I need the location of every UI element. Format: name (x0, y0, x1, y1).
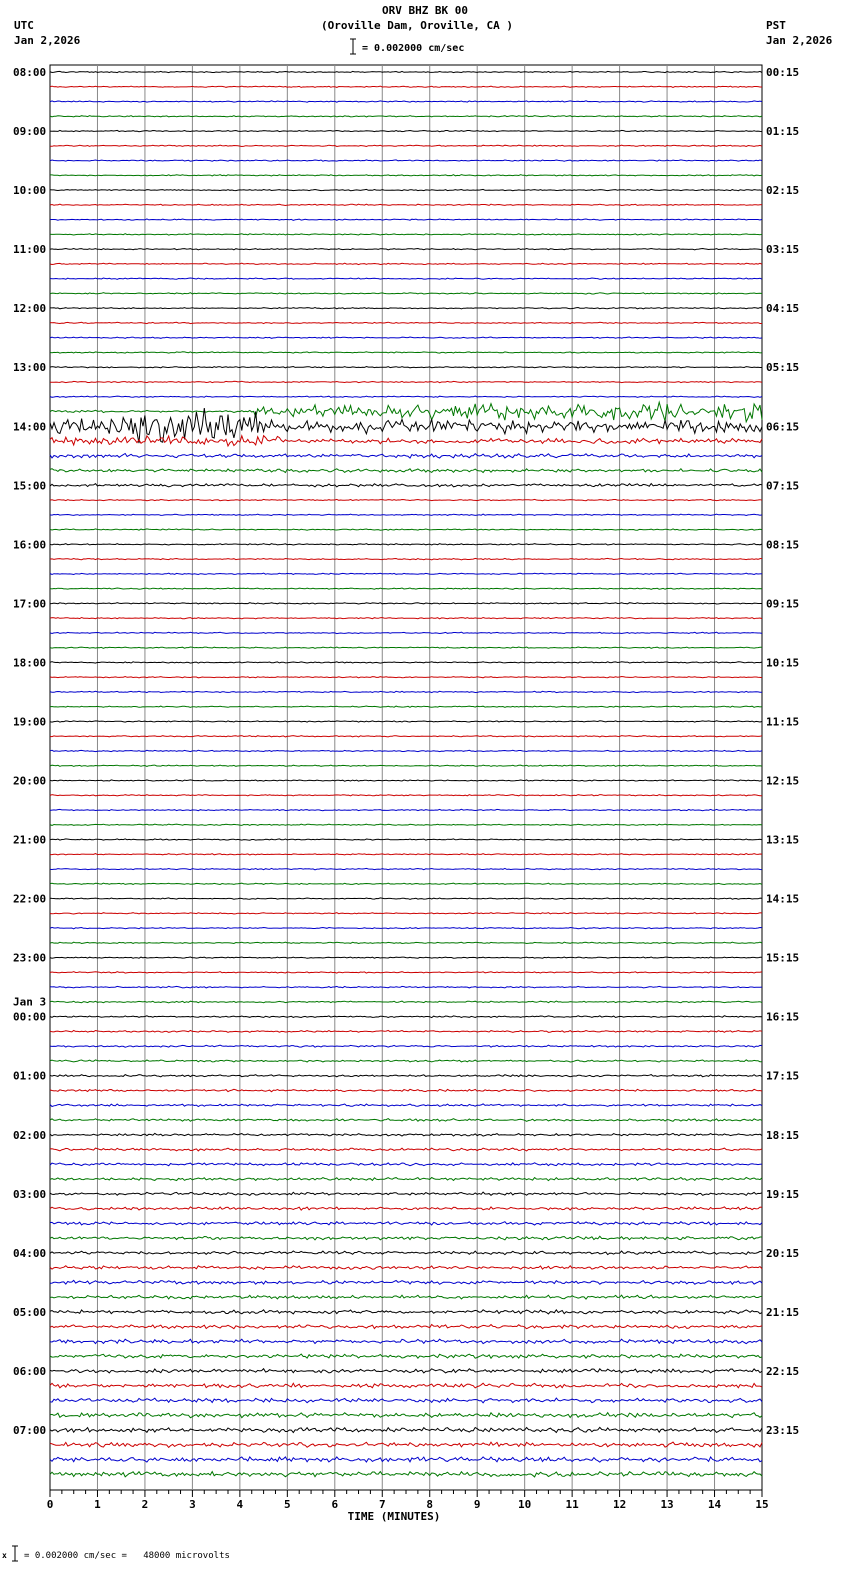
scale-header-text: = 0.002000 cm/sec (362, 43, 465, 54)
pst-hour-label: 21:15 (766, 1305, 800, 1319)
trace-75 (50, 1178, 762, 1181)
trace-91 (50, 1413, 762, 1418)
trace-30 (50, 514, 762, 515)
trace-46 (50, 750, 762, 751)
pst-hour-label: 18:15 (766, 1128, 800, 1142)
utc-hour-label: 05:00 (13, 1305, 47, 1319)
x-tick-label: 13 (660, 1498, 674, 1511)
pst-hour-label: 22:15 (766, 1364, 800, 1378)
trace-95 (50, 1472, 762, 1477)
trace-82 (50, 1280, 762, 1284)
utc-hour-label: 23:00 (13, 951, 47, 965)
trace-94 (50, 1457, 762, 1462)
trace-83 (50, 1295, 762, 1299)
utc-hour-label: 18:00 (13, 656, 47, 670)
trace-17 (50, 322, 762, 323)
trace-3 (50, 116, 762, 117)
trace-28 (50, 484, 762, 487)
trace-38 (50, 632, 762, 633)
utc-hour-label: 13:00 (13, 361, 47, 375)
x-tick-label: 3 (189, 1498, 196, 1511)
pst-hour-label: 00:15 (766, 66, 800, 79)
trace-39 (50, 647, 762, 648)
trace-57 (50, 913, 762, 914)
trace-73 (50, 1148, 762, 1151)
pst-hour-label: 14:15 (766, 892, 800, 906)
trace-61 (50, 972, 762, 973)
trace-37 (50, 618, 762, 619)
trace-74 (50, 1163, 762, 1166)
trace-34 (50, 573, 762, 574)
trace-15 (50, 293, 762, 294)
trace-26 (50, 454, 762, 459)
trace-93 (50, 1442, 762, 1447)
trace-20 (50, 367, 762, 368)
trace-6 (50, 160, 762, 161)
trace-84 (50, 1310, 762, 1314)
pst-hour-label: 04:15 (766, 302, 800, 316)
trace-54 (50, 868, 762, 869)
utc-hour-label: 02:00 (13, 1128, 47, 1142)
trace-66 (50, 1045, 762, 1047)
trace-50 (50, 809, 762, 810)
x-tick-label: 8 (426, 1498, 434, 1511)
pst-hour-label: 09:15 (766, 597, 800, 611)
trace-64 (50, 1016, 762, 1018)
trace-29 (50, 499, 762, 500)
x-tick-label: 2 (141, 1498, 149, 1511)
trace-56 (50, 898, 762, 899)
trace-21 (50, 381, 762, 382)
trace-1 (50, 86, 762, 87)
trace-92 (50, 1427, 762, 1432)
trace-2 (50, 101, 762, 102)
x-tick-label: 5 (284, 1498, 291, 1511)
utc-hour-label: 07:00 (13, 1423, 47, 1437)
trace-27 (50, 469, 762, 473)
trace-65 (50, 1030, 762, 1032)
pst-hour-label: 11:15 (766, 715, 800, 729)
x-tick-label: 14 (707, 1498, 722, 1511)
trace-14 (50, 278, 762, 279)
pst-hour-label: 20:15 (766, 1246, 800, 1260)
trace-19 (50, 352, 762, 353)
x-tick-label: 6 (331, 1498, 339, 1511)
trace-8 (50, 189, 762, 190)
trace-4 (50, 130, 762, 131)
trace-60 (50, 957, 762, 958)
trace-85 (50, 1325, 762, 1329)
trace-88 (50, 1369, 762, 1373)
trace-12 (50, 249, 762, 250)
utc-hour-label: 12:00 (13, 302, 47, 316)
pst-hour-label: 10:15 (766, 656, 800, 670)
utc-hour-label: 08:00 (13, 66, 47, 79)
pst-hour-label: 08:15 (766, 538, 800, 552)
pst-hour-label: 06:15 (766, 420, 800, 434)
utc-hour-label: 09:00 (13, 125, 47, 139)
trace-18 (50, 337, 762, 338)
pst-hour-label: 05:15 (766, 361, 800, 375)
trace-49 (50, 795, 762, 796)
station-location: (Oroville Dam, Oroville, CA ) (320, 19, 514, 32)
trace-78 (50, 1222, 762, 1225)
trace-33 (50, 558, 762, 559)
trace-44 (50, 721, 762, 722)
scale-bar-footer-icon (11, 1545, 19, 1563)
right-date: Jan 2,2026 (766, 34, 833, 47)
trace-40 (50, 662, 762, 663)
utc-hour-label: 03:00 (13, 1187, 47, 1201)
trace-80 (50, 1251, 762, 1255)
left-date: Jan 2,2026 (14, 34, 81, 47)
day-change-label: Jan 3 (13, 995, 47, 1009)
trace-23 (50, 402, 762, 422)
trace-71 (50, 1119, 762, 1122)
trace-32 (50, 544, 762, 545)
trace-0 (50, 71, 762, 72)
trace-59 (50, 942, 762, 943)
trace-77 (50, 1207, 762, 1210)
x-tick-label: 15 (755, 1498, 769, 1511)
trace-58 (50, 927, 762, 928)
trace-10 (50, 219, 762, 220)
pst-hour-label: 15:15 (766, 951, 800, 965)
utc-hour-label: 21:00 (13, 833, 47, 847)
trace-25 (50, 436, 762, 446)
trace-42 (50, 691, 762, 692)
trace-86 (50, 1339, 762, 1343)
pst-hour-label: 23:15 (766, 1423, 800, 1437)
trace-72 (50, 1133, 762, 1136)
pst-hour-label: 13:15 (766, 833, 800, 847)
trace-48 (50, 780, 762, 781)
trace-47 (50, 765, 762, 766)
trace-43 (50, 706, 762, 707)
x-tick-label: 4 (236, 1498, 244, 1511)
trace-51 (50, 824, 762, 825)
trace-87 (50, 1354, 762, 1358)
left-timezone: UTC (14, 19, 34, 32)
x-tick-label: 1 (94, 1498, 101, 1511)
x-tick-label: 0 (46, 1498, 54, 1511)
trace-45 (50, 736, 762, 737)
trace-76 (50, 1192, 762, 1195)
trace-81 (50, 1266, 762, 1270)
pst-hour-label: 17:15 (766, 1069, 800, 1083)
x-tick-label: 9 (473, 1498, 481, 1511)
pst-hour-label: 02:15 (766, 184, 800, 198)
right-timezone: PST (766, 19, 786, 32)
utc-hour-label: 15:00 (13, 479, 47, 493)
trace-70 (50, 1104, 762, 1107)
utc-hour-label: 10:00 (13, 184, 47, 198)
pst-hour-label: 12:15 (766, 774, 800, 788)
trace-90 (50, 1398, 762, 1403)
trace-63 (50, 1001, 762, 1003)
trace-67 (50, 1060, 762, 1062)
trace-31 (50, 529, 762, 530)
trace-62 (50, 986, 762, 988)
trace-22 (50, 396, 762, 397)
pst-hour-label: 01:15 (766, 125, 800, 139)
scale-footer-text: = 0.002000 cm/sec = 48000 microvolts (24, 1551, 230, 1561)
trace-35 (50, 588, 762, 589)
x-tick-label: 10 (518, 1498, 532, 1511)
utc-hour-label: 00:00 (13, 1010, 47, 1024)
utc-hour-label: 01:00 (13, 1069, 47, 1083)
trace-9 (50, 204, 762, 205)
trace-68 (50, 1075, 762, 1077)
station-title: ORV BHZ BK 00 (381, 4, 469, 17)
trace-52 (50, 839, 762, 840)
trace-53 (50, 854, 762, 855)
footer-marker: x (2, 1551, 7, 1560)
trace-41 (50, 677, 762, 678)
utc-hour-label: 04:00 (13, 1246, 47, 1260)
x-axis-label: TIME (MINUTES) (347, 1510, 441, 1523)
x-tick-label: 12 (612, 1498, 627, 1511)
trace-36 (50, 603, 762, 604)
utc-hour-label: 14:00 (13, 420, 47, 434)
trace-11 (50, 234, 762, 235)
pst-hour-label: 03:15 (766, 243, 800, 257)
utc-hour-label: 16:00 (13, 538, 47, 552)
utc-hour-label: 11:00 (13, 243, 47, 257)
utc-hour-label: 22:00 (13, 892, 47, 906)
utc-hour-label: 17:00 (13, 597, 47, 611)
trace-7 (50, 175, 762, 176)
trace-69 (50, 1089, 762, 1091)
utc-hour-label: 20:00 (13, 774, 47, 788)
trace-5 (50, 145, 762, 146)
trace-89 (50, 1383, 762, 1388)
pst-hour-label: 07:15 (766, 479, 800, 493)
utc-hour-label: 06:00 (13, 1364, 47, 1378)
trace-55 (50, 883, 762, 884)
pst-hour-label: 19:15 (766, 1187, 800, 1201)
trace-16 (50, 308, 762, 309)
trace-13 (50, 263, 762, 264)
x-tick-label: 7 (378, 1498, 386, 1511)
utc-hour-label: 19:00 (13, 715, 47, 729)
pst-hour-label: 16:15 (766, 1010, 800, 1024)
x-tick-label: 11 (565, 1498, 579, 1511)
trace-79 (50, 1236, 762, 1240)
